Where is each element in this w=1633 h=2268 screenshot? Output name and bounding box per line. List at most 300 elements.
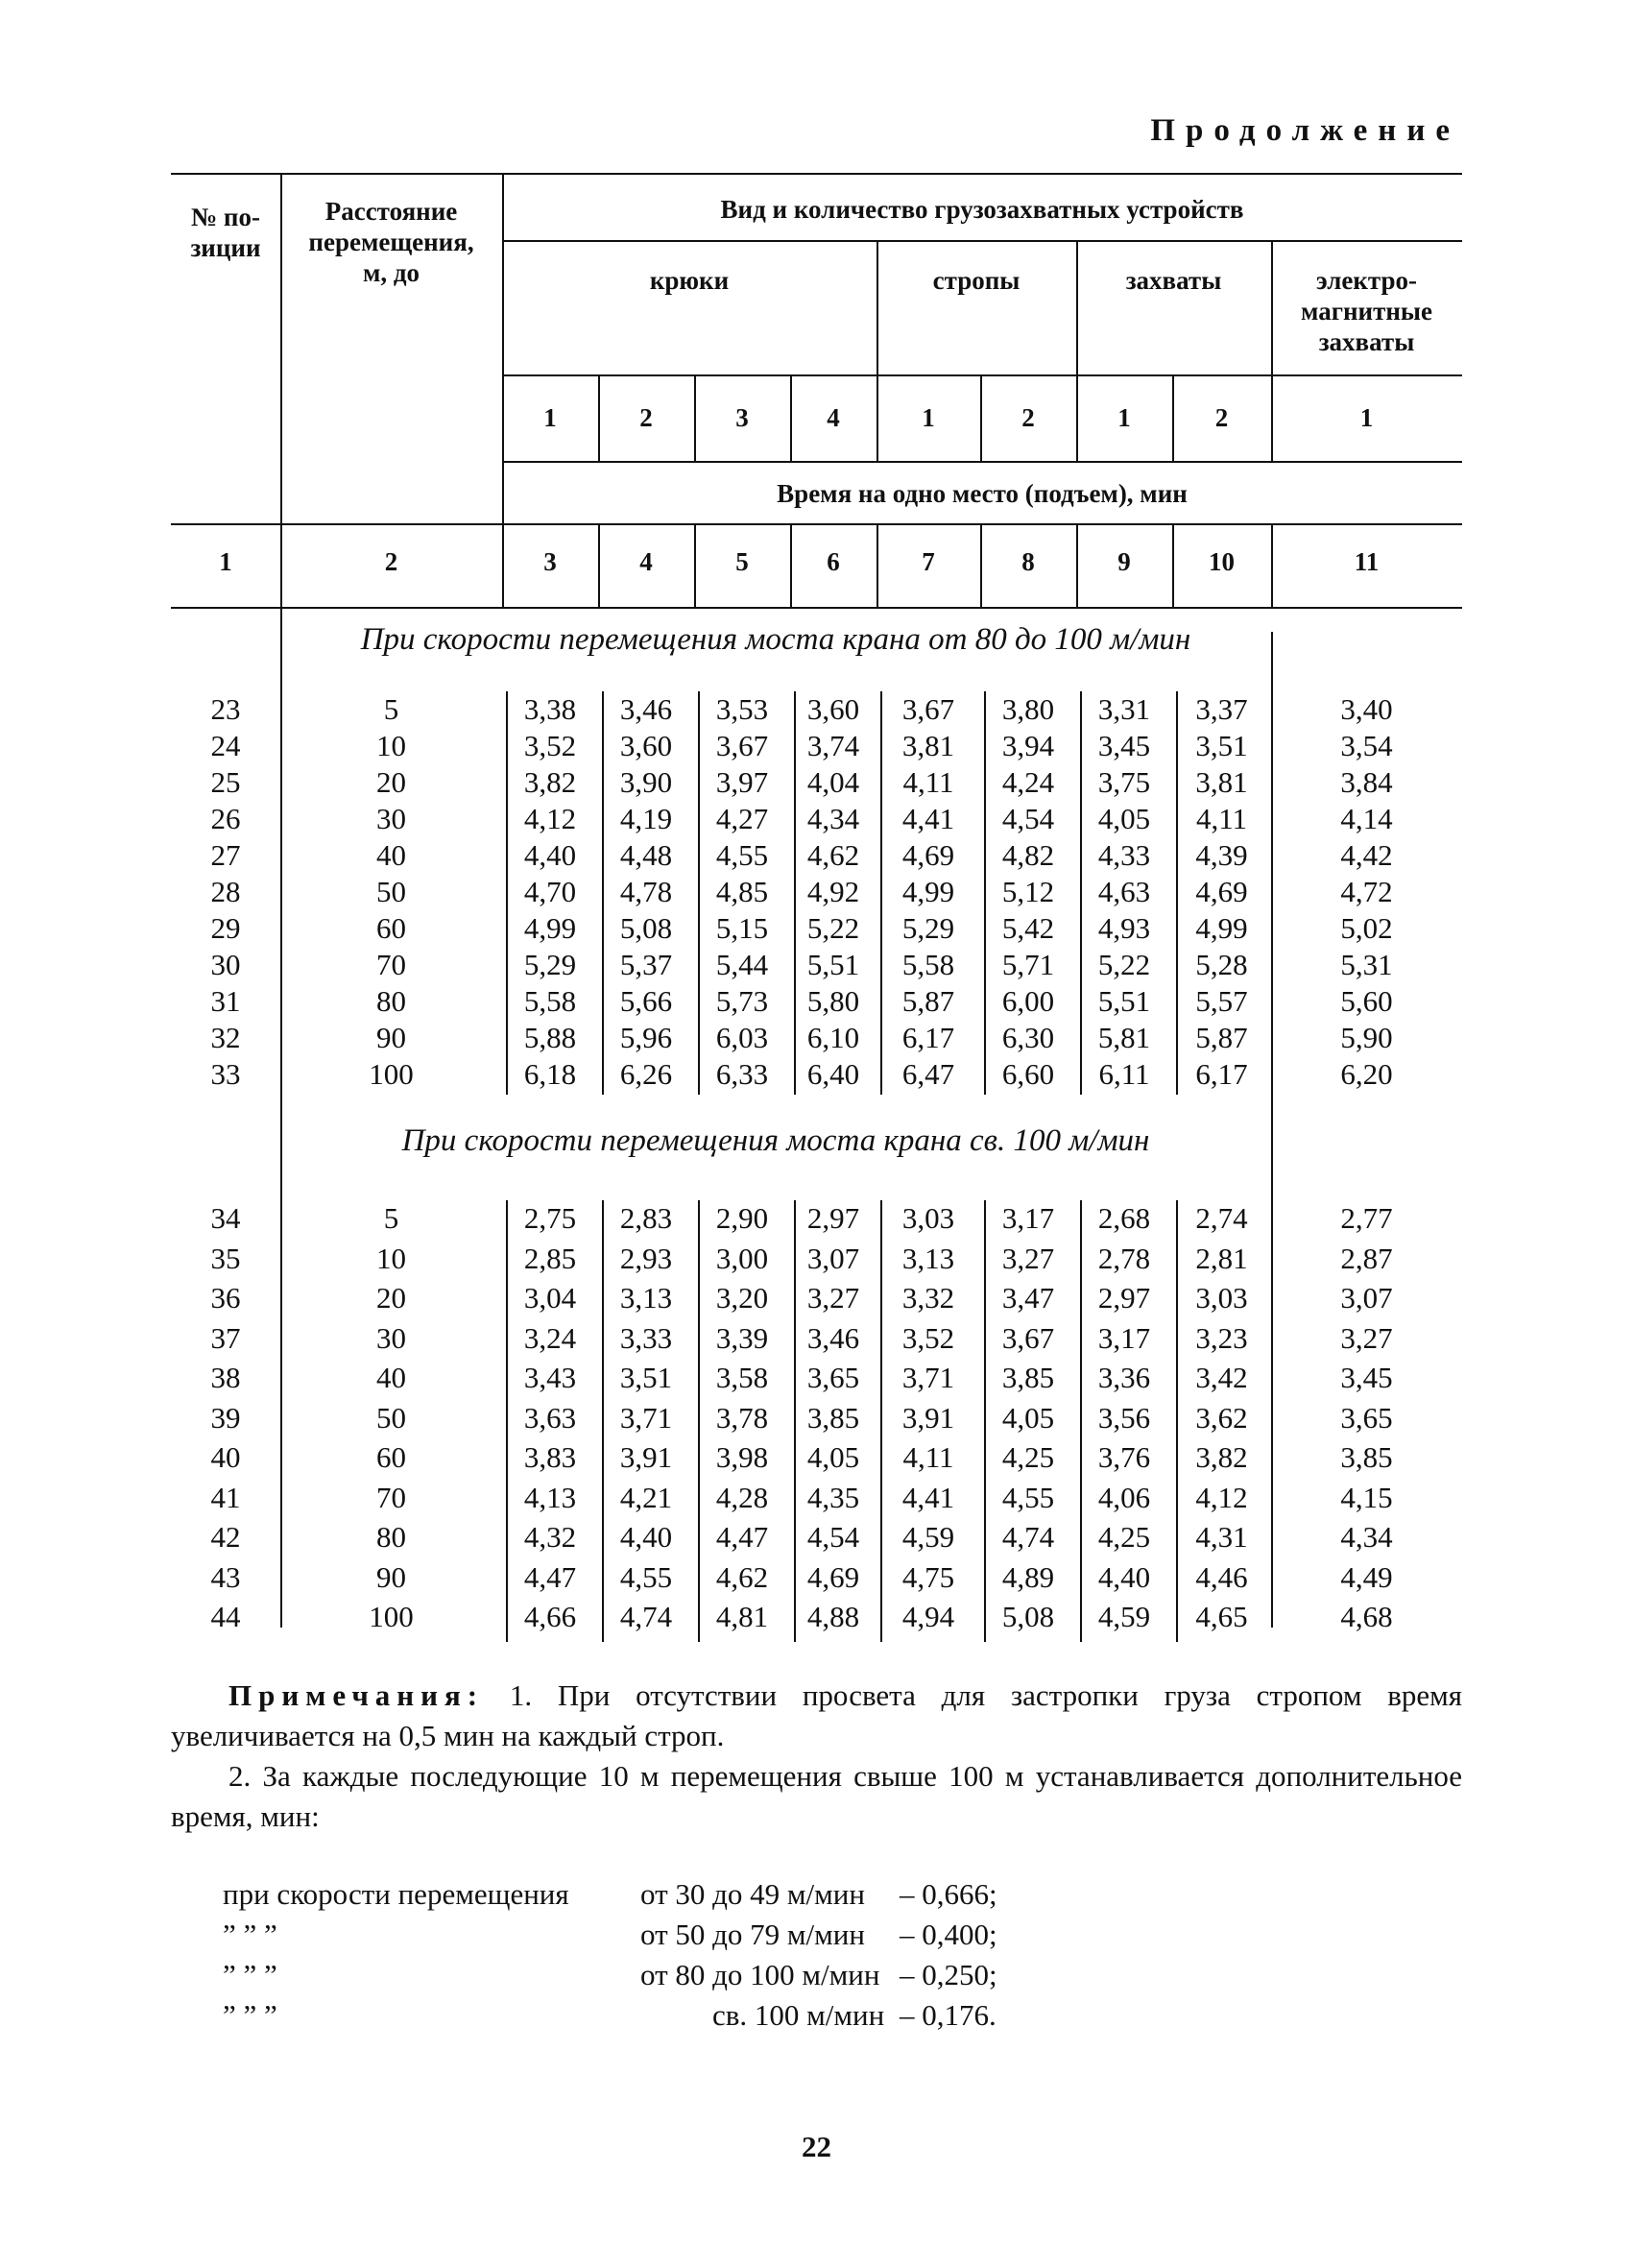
rule: [1176, 1200, 1178, 1642]
table-row: [171, 1360, 1462, 1395]
time-value: 4,47: [523, 1559, 577, 1594]
header-count-6: 2: [1021, 403, 1035, 432]
time-value: 5,80: [806, 984, 860, 1018]
distance-value: 5: [383, 692, 399, 726]
distance-value: 40: [376, 838, 406, 872]
time-value: 3,13: [901, 1241, 955, 1275]
time-value: 2,85: [523, 1241, 577, 1275]
time-value: 4,21: [619, 1480, 673, 1514]
position-number: 29: [210, 911, 241, 945]
time-value: 4,55: [619, 1559, 673, 1594]
time-value: 4,66: [523, 1600, 577, 1633]
header-distance-line3: м, до: [362, 258, 420, 287]
time-value: 6,10: [806, 1021, 860, 1054]
rate-range: от 50 до 79 м/мин: [640, 1918, 865, 1951]
position-number: 24: [210, 729, 241, 762]
distance-value: 30: [376, 802, 406, 835]
column-number-6: 6: [827, 547, 840, 576]
time-value: 3,27: [1340, 1320, 1393, 1355]
rate-value: – 0,250;: [900, 1958, 997, 1991]
time-value: 2,74: [1195, 1201, 1248, 1235]
table-row: [171, 1200, 1462, 1236]
table-row: [171, 728, 1462, 763]
time-value: 3,80: [1001, 692, 1055, 726]
time-value: 2,68: [1097, 1201, 1151, 1235]
time-value: 3,07: [806, 1241, 860, 1275]
position-number: 40: [210, 1440, 241, 1474]
time-value: 3,45: [1097, 729, 1151, 762]
time-value: 4,15: [1340, 1480, 1393, 1514]
column-number-4: 4: [639, 547, 653, 576]
time-value: 4,06: [1097, 1480, 1151, 1514]
time-value: 4,47: [715, 1520, 769, 1554]
column-number-10: 10: [1209, 547, 1235, 576]
time-value: 3,47: [1001, 1281, 1055, 1315]
page-number: 22: [802, 2130, 831, 2163]
rate-prefix: ” ” ”: [223, 1998, 277, 2032]
time-value: 6,47: [901, 1057, 955, 1091]
time-value: 2,97: [806, 1201, 860, 1235]
time-value: 6,33: [715, 1057, 769, 1091]
time-value: 3,52: [523, 729, 577, 762]
rule: [602, 691, 604, 1095]
time-value: 3,97: [715, 765, 769, 799]
time-value: 3,71: [619, 1400, 673, 1435]
position-number: 42: [210, 1520, 241, 1554]
position-number: 25: [210, 765, 241, 799]
time-value: 4,33: [1097, 838, 1151, 872]
time-value: 2,75: [523, 1201, 577, 1235]
time-value: 4,25: [1097, 1520, 1151, 1554]
time-value: 3,36: [1097, 1361, 1151, 1394]
time-value: 4,62: [715, 1559, 769, 1594]
time-value: 5,31: [1340, 948, 1393, 981]
time-value: 3,90: [619, 765, 673, 799]
distance-value: 50: [376, 875, 406, 908]
time-value: 3,65: [1340, 1400, 1393, 1435]
time-value: 4,42: [1340, 838, 1393, 872]
position-number: 27: [210, 838, 241, 872]
rule: [502, 173, 504, 607]
time-value: 3,82: [1195, 1440, 1248, 1474]
time-value: 3,17: [1001, 1201, 1055, 1235]
rule: [602, 1200, 604, 1642]
rate-range: от 30 до 49 м/мин: [640, 1877, 865, 1911]
column-number-3: 3: [543, 547, 557, 576]
column-number-1: 1: [219, 547, 232, 576]
time-value: 4,85: [715, 875, 769, 908]
distance-value: 30: [376, 1320, 406, 1355]
time-value: 4,14: [1340, 802, 1393, 835]
time-value: 4,34: [1340, 1520, 1393, 1554]
time-value: 4,04: [806, 765, 860, 799]
time-value: 4,34: [806, 802, 860, 835]
time-value: 4,54: [1001, 802, 1055, 835]
column-number-5: 5: [735, 547, 749, 576]
table-row: [171, 1559, 1462, 1595]
time-value: 3,38: [523, 692, 577, 726]
time-value: 4,28: [715, 1480, 769, 1514]
time-value: 6,17: [1195, 1057, 1248, 1091]
header-position-line1: № по-: [191, 203, 260, 231]
time-value: 4,32: [523, 1520, 577, 1554]
time-value: 5,90: [1340, 1021, 1393, 1054]
time-value: 3,75: [1097, 765, 1151, 799]
distance-value: 80: [376, 1520, 406, 1554]
rule: [698, 691, 700, 1095]
position-number: 33: [210, 1057, 241, 1091]
header-distance-line1: Расстояние: [324, 197, 458, 226]
time-value: 5,88: [523, 1021, 577, 1054]
time-value: 2,87: [1340, 1241, 1393, 1275]
time-value: 5,42: [1001, 911, 1055, 945]
header-count-8: 2: [1214, 403, 1229, 432]
time-value: 3,91: [901, 1400, 955, 1435]
table-row: [171, 947, 1462, 982]
table-row: [171, 1599, 1462, 1634]
time-value: 5,87: [901, 984, 955, 1018]
table-row: [171, 801, 1462, 836]
time-value: 3,67: [715, 729, 769, 762]
time-value: 3,81: [901, 729, 955, 762]
notes-label: Примечания:: [228, 1678, 485, 1712]
time-value: 3,51: [1195, 729, 1248, 762]
time-value: 4,99: [1195, 911, 1248, 945]
time-value: 5,12: [1001, 875, 1055, 908]
time-value: 3,65: [806, 1361, 860, 1394]
time-value: 3,83: [523, 1440, 577, 1474]
time-value: 3,85: [1001, 1361, 1055, 1394]
rule: [506, 1200, 508, 1642]
distance-value: 40: [376, 1361, 406, 1394]
time-value: 4,13: [523, 1480, 577, 1514]
time-value: 5,96: [619, 1021, 673, 1054]
header-em-line2: магнитные: [1301, 297, 1432, 326]
time-value: 3,45: [1340, 1361, 1393, 1394]
time-value: 3,67: [901, 692, 955, 726]
time-value: 3,40: [1340, 692, 1393, 726]
time-value: 6,26: [619, 1057, 673, 1091]
time-value: 4,59: [901, 1520, 955, 1554]
rate-range: от 80 до 100 м/мин: [640, 1958, 880, 1991]
time-value: 3,56: [1097, 1400, 1151, 1435]
rule: [794, 691, 796, 1095]
column-number-7: 7: [922, 547, 935, 576]
time-value: 6,00: [1001, 984, 1055, 1018]
header-count-2: 2: [639, 403, 653, 432]
table-row: [171, 1241, 1462, 1276]
rule: [1176, 691, 1178, 1095]
time-value: 5,81: [1097, 1021, 1151, 1054]
time-value: 3,23: [1195, 1320, 1248, 1355]
time-value: 4,74: [619, 1600, 673, 1633]
time-value: 4,82: [1001, 838, 1055, 872]
time-value: 4,69: [901, 838, 955, 872]
time-value: 4,40: [523, 838, 577, 872]
column-number-9: 9: [1117, 547, 1131, 576]
continuation-label: Продолжение: [1150, 113, 1460, 148]
distance-value: 50: [376, 1400, 406, 1435]
section-title-1: При скорости перемещения моста крана от 80 до 100 м/мин: [360, 622, 1191, 657]
column-number-2: 2: [384, 547, 398, 576]
time-value: 3,07: [1340, 1281, 1393, 1315]
table-row: [171, 1320, 1462, 1356]
time-value: 4,94: [901, 1600, 955, 1633]
header-count-9: 1: [1359, 403, 1374, 432]
time-value: 3,91: [619, 1440, 673, 1474]
time-value: 3,82: [523, 765, 577, 799]
position-number: 38: [210, 1361, 241, 1394]
time-value: 3,53: [715, 692, 769, 726]
position-number: 30: [210, 948, 241, 981]
rule: [698, 1200, 700, 1642]
header-count-4: 4: [827, 403, 840, 432]
time-value: 6,17: [901, 1021, 955, 1054]
time-value: 3,84: [1340, 765, 1393, 799]
notes: [171, 1676, 1462, 1837]
distance-value: 70: [376, 948, 406, 981]
header-time-label: Время на одно место (подъем), мин: [777, 479, 1188, 508]
time-value: 3,20: [715, 1281, 769, 1315]
time-value: 5,44: [715, 948, 769, 981]
time-value: 3,46: [619, 692, 673, 726]
time-value: 5,02: [1340, 911, 1393, 945]
time-value: 5,51: [1097, 984, 1151, 1018]
time-value: 3,81: [1195, 765, 1248, 799]
time-value: 3,98: [715, 1440, 769, 1474]
table-row: [171, 1400, 1462, 1436]
position-number: 34: [210, 1201, 241, 1235]
time-value: 4,54: [806, 1520, 860, 1554]
header-slings: стропы: [932, 266, 1021, 295]
distance-value: 60: [376, 1440, 406, 1474]
rule: [794, 1200, 796, 1642]
position-number: 37: [210, 1320, 241, 1355]
header-position-line2: зиции: [190, 233, 261, 262]
time-value: 4,93: [1097, 911, 1151, 945]
table-row: [171, 983, 1462, 1019]
time-value: 3,13: [619, 1281, 673, 1315]
rule: [502, 461, 1462, 463]
time-value: 4,70: [523, 875, 577, 908]
time-value: 4,62: [806, 838, 860, 872]
time-value: 6,03: [715, 1021, 769, 1054]
time-value: 5,66: [619, 984, 673, 1018]
time-value: 3,03: [1195, 1281, 1248, 1315]
header-grips: захваты: [1125, 266, 1222, 295]
position-number: 35: [210, 1241, 241, 1275]
time-value: 5,28: [1195, 948, 1248, 981]
time-value: 4,46: [1195, 1559, 1248, 1594]
time-value: 5,08: [619, 911, 673, 945]
time-value: 3,67: [1001, 1320, 1055, 1355]
time-value: 5,73: [715, 984, 769, 1018]
table-row: [171, 837, 1462, 873]
rule: [171, 173, 1462, 175]
rate-prefix: при скорости перемещения: [223, 1877, 569, 1911]
table-row: [171, 764, 1462, 800]
column-number-11: 11: [1354, 547, 1380, 576]
table-row: [171, 1439, 1462, 1475]
time-value: 4,11: [902, 765, 954, 799]
time-value: 3,76: [1097, 1440, 1151, 1474]
column-number-8: 8: [1021, 547, 1035, 576]
header-distance-line2: перемещения,: [308, 228, 474, 256]
rule: [171, 607, 1462, 609]
time-value: 4,81: [715, 1600, 769, 1633]
header-em-line3: захваты: [1318, 327, 1415, 356]
distance-value: 5: [383, 1201, 399, 1235]
table-row: [171, 1056, 1462, 1092]
time-value: 3,46: [806, 1320, 860, 1355]
time-value: 5,58: [901, 948, 955, 981]
distance-value: 70: [376, 1480, 406, 1514]
time-value: 4,69: [1195, 875, 1248, 908]
time-value: 2,83: [619, 1201, 673, 1235]
position-number: 31: [210, 984, 241, 1018]
time-value: 5,71: [1001, 948, 1055, 981]
table-row: [171, 1519, 1462, 1555]
header-group-title: Вид и количество грузозахватных устройств: [720, 195, 1244, 224]
time-value: 3,03: [901, 1201, 955, 1235]
note-2: 2. За каждые последующие 10 м перемещения свыше 100 м устанавливается дополнительное время, мин:: [171, 1759, 1462, 1833]
time-value: 5,29: [901, 911, 955, 945]
time-value: 3,27: [1001, 1241, 1055, 1275]
distance-value: 10: [376, 1241, 406, 1275]
time-value: 5,22: [806, 911, 860, 945]
time-value: 6,20: [1340, 1057, 1393, 1091]
time-value: 6,30: [1001, 1021, 1055, 1054]
time-value: 4,89: [1001, 1559, 1055, 1594]
time-value: 3,04: [523, 1281, 577, 1315]
rule: [502, 240, 1462, 242]
time-value: 5,58: [523, 984, 577, 1018]
time-value: 5,29: [523, 948, 577, 981]
rate-value: – 0,666;: [900, 1877, 997, 1911]
rate-prefix: ” ” ”: [223, 1918, 277, 1951]
distance-value: 10: [376, 729, 406, 762]
time-value: 4,35: [806, 1480, 860, 1514]
time-value: 6,60: [1001, 1057, 1055, 1091]
position-number: 23: [210, 692, 241, 726]
time-value: 4,11: [902, 1440, 954, 1474]
time-value: 6,40: [806, 1057, 860, 1091]
rate-prefix: ” ” ”: [223, 1958, 277, 1991]
time-value: 4,05: [1097, 802, 1151, 835]
time-value: 5,51: [806, 948, 860, 981]
rule: [880, 691, 882, 1095]
header-count-7: 1: [1117, 403, 1131, 432]
position-number: 28: [210, 875, 241, 908]
table-row: [171, 1020, 1462, 1055]
time-value: 3,39: [715, 1320, 769, 1355]
time-value: 4,41: [901, 802, 955, 835]
time-value: 4,31: [1195, 1520, 1248, 1554]
time-value: 4,11: [1195, 802, 1248, 835]
rule: [984, 1200, 986, 1642]
time-value: 5,60: [1340, 984, 1393, 1018]
rule: [506, 691, 508, 1095]
rule: [1080, 1200, 1082, 1642]
distance-value: 90: [376, 1021, 406, 1054]
time-value: 2,77: [1340, 1201, 1393, 1235]
time-value: 3,85: [1340, 1440, 1393, 1474]
position-number: 43: [210, 1559, 241, 1594]
time-value: 3,58: [715, 1361, 769, 1394]
time-value: 3,51: [619, 1361, 673, 1394]
time-value: 4,74: [1001, 1520, 1055, 1554]
distance-value: 100: [369, 1600, 414, 1633]
time-value: 4,63: [1097, 875, 1151, 908]
time-value: 4,65: [1195, 1600, 1248, 1633]
position-number: 39: [210, 1400, 241, 1435]
rule: [984, 691, 986, 1095]
time-value: 4,40: [1097, 1559, 1151, 1594]
time-value: 4,68: [1340, 1600, 1393, 1633]
time-value: 4,27: [715, 802, 769, 835]
time-value: 4,05: [806, 1440, 860, 1474]
time-value: 4,92: [806, 875, 860, 908]
time-value: 3,60: [619, 729, 673, 762]
time-value: 2,97: [1097, 1281, 1151, 1315]
time-value: 3,00: [715, 1241, 769, 1275]
table-row: [171, 1480, 1462, 1515]
header-count-5: 1: [922, 403, 935, 432]
time-value: 3,17: [1097, 1320, 1151, 1355]
time-value: 4,40: [619, 1520, 673, 1554]
time-value: 4,41: [901, 1480, 955, 1514]
time-value: 3,24: [523, 1320, 577, 1355]
time-value: 4,12: [523, 802, 577, 835]
time-value: 3,74: [806, 729, 860, 762]
time-value: 4,39: [1195, 838, 1248, 872]
time-value: 4,69: [806, 1559, 860, 1594]
rule: [502, 374, 1462, 376]
distance-value: 80: [376, 984, 406, 1018]
time-value: 3,42: [1195, 1361, 1248, 1394]
time-value: 5,57: [1195, 984, 1248, 1018]
time-value: 6,18: [523, 1057, 577, 1091]
time-value: 4,25: [1001, 1440, 1055, 1474]
table-row: [171, 874, 1462, 909]
time-value: 4,05: [1001, 1400, 1055, 1435]
time-value: 3,63: [523, 1400, 577, 1435]
table-row: [171, 1280, 1462, 1315]
time-value: 3,78: [715, 1400, 769, 1435]
distance-value: 20: [376, 765, 406, 799]
time-value: 5,22: [1097, 948, 1151, 981]
time-value: 3,33: [619, 1320, 673, 1355]
position-number: 36: [210, 1281, 241, 1315]
time-value: 5,08: [1001, 1600, 1055, 1633]
time-value: 2,93: [619, 1241, 673, 1275]
time-value: 4,59: [1097, 1600, 1151, 1633]
distance-value: 60: [376, 911, 406, 945]
time-value: 4,24: [1001, 765, 1055, 799]
position-number: 41: [210, 1480, 241, 1514]
rate-value: – 0,176.: [900, 1998, 997, 2032]
time-value: 4,75: [901, 1559, 955, 1594]
header-hooks: крюки: [649, 266, 730, 295]
time-value: 3,60: [806, 692, 860, 726]
table-row: [171, 691, 1462, 727]
time-value: 4,88: [806, 1600, 860, 1633]
header-count-3: 3: [735, 403, 749, 432]
time-value: 4,49: [1340, 1559, 1393, 1594]
rate-range: св. 100 м/мин: [712, 1998, 885, 2032]
rule: [1080, 691, 1082, 1095]
time-value: 5,15: [715, 911, 769, 945]
